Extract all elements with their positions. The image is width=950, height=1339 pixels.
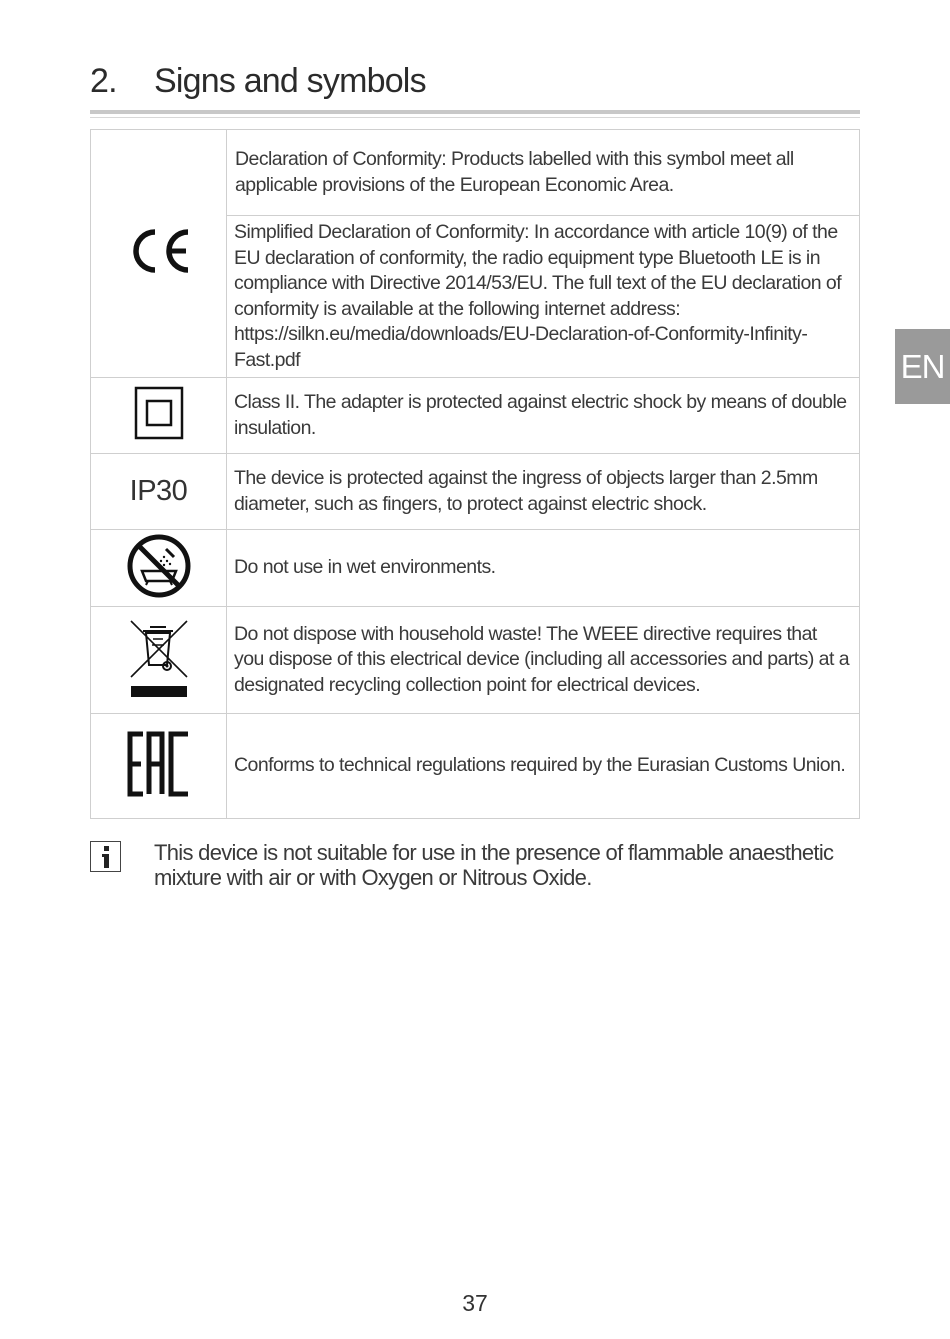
section-number: 2.	[90, 62, 117, 100]
symbol-cell	[91, 607, 227, 714]
description-cell: The device is protected against the ingress of objects larger than 2.5mm diameter, such as fingers, to protect against electric shock.	[227, 454, 860, 530]
description-cell: Class II. The adapter is protected against electric shock by means of double insulation.	[227, 378, 860, 454]
ip-rating-label: IP30	[129, 475, 188, 507]
no-wet-environment-icon	[126, 533, 192, 599]
eac-mark-icon	[127, 731, 191, 797]
description-cell: Do not dispose with household waste! The WEEE directive requires that you dispose of this electrical device (including all accessories and parts) at a designated recycling collection point for electrical devices.	[227, 607, 860, 714]
table-row	[91, 607, 860, 714]
symbol-cell	[91, 714, 227, 819]
page-number: 37	[462, 1290, 488, 1316]
note-text: This device is not suitable for use in the presence of flammable anaesthetic mixture with air or with Oxygen or Nitrous Oxide.	[154, 840, 834, 890]
description-cell: Declaration of Conformity: Products labelled with this symbol meet all applicable provisions of the European Economic Area.	[227, 130, 860, 216]
description-cell: Do not use in wet environments.	[227, 530, 860, 607]
heading-rule	[90, 110, 860, 114]
language-tab: EN	[895, 329, 950, 404]
table-row	[91, 714, 860, 819]
symbol-cell	[91, 454, 227, 530]
class-ii-double-insulation-icon	[134, 386, 184, 440]
info-icon	[90, 841, 121, 872]
section-heading	[90, 62, 860, 101]
table-row	[91, 530, 860, 607]
info-note	[90, 840, 860, 890]
symbol-cell	[91, 378, 227, 454]
table-row	[91, 454, 860, 530]
heading-rule-thin	[90, 117, 860, 118]
description-cell: Conforms to technical regulations required by the Eurasian Customs Union.	[227, 714, 860, 819]
symbol-cell	[91, 530, 227, 607]
table-row	[91, 378, 860, 454]
symbol-cell	[91, 130, 227, 378]
symbols-table	[90, 129, 860, 819]
ce-mark-icon	[126, 226, 192, 276]
weee-crossed-bin-icon	[128, 619, 190, 697]
description-cell: Simplified Declaration of Conformity: In accordance with article 10(9) of the EU declaration of conformity, the radio equipment type Bluetooth LE is in compliance with Directive 2014/53/EU. The full text of the EU declaration of conformity is available at the following internet address: https://silkn.eu/media/downloads/EU-Declaration-of-Conformity-Infinity-Fast.pdf	[227, 216, 860, 378]
section-title: Signs and symbols	[154, 62, 426, 100]
table-row	[91, 130, 860, 216]
